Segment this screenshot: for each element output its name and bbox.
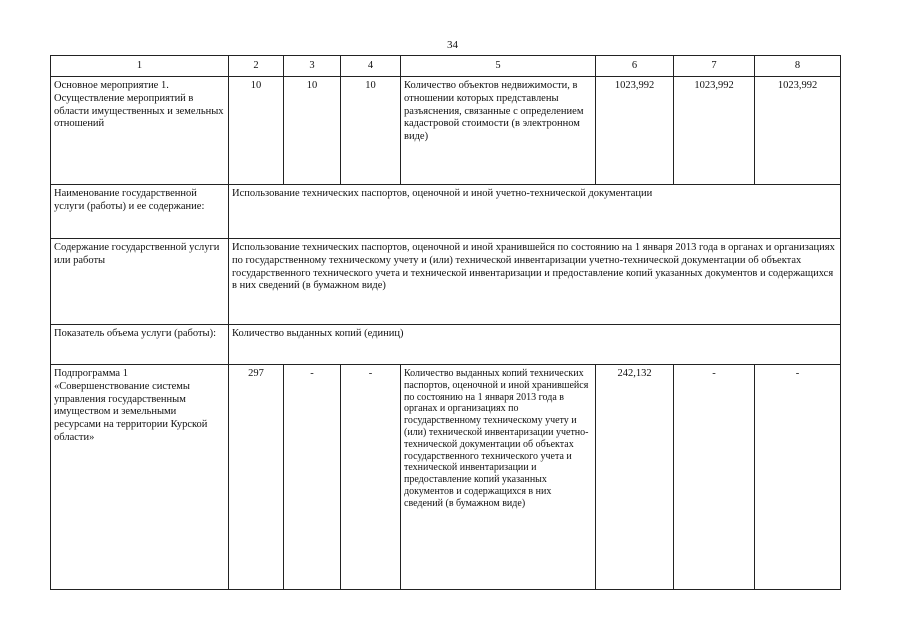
subprogram-col4: - <box>341 365 401 590</box>
main-event-col4: 10 <box>341 77 401 185</box>
main-event-col6: 1023,992 <box>596 77 674 185</box>
program-table <box>50 55 841 590</box>
service-content-value: Использование технических паспортов, оценочной и иной хранившейся по состоянию на 1 января 2013 года в органах и организациях по государственному техническому учету и (или) технической инвентаризации учетно-технической документации об объектах государственного технического учета и технической инвентаризации и предоставление копий указанных документов и содержащихся в них сведений (в бумажном виде) <box>229 239 841 325</box>
column-header: 2 <box>229 56 284 77</box>
volume-indicator-label: Показатель объема услуги (работы): <box>51 325 229 365</box>
column-header: 8 <box>755 56 841 77</box>
column-header: 6 <box>596 56 674 77</box>
table-row-main-event <box>51 77 841 185</box>
page-number: 34 <box>447 39 458 51</box>
service-content-label: Содержание государственной услуги или работы <box>51 239 229 325</box>
table-row-subprogram <box>51 365 841 590</box>
column-header: 5 <box>401 56 596 77</box>
subprogram-name: Подпрограмма 1 «Совершенствование системы управления государственным имуществом и земельными ресурсами на территории Курской области» <box>51 365 229 590</box>
main-event-indicator: Количество объектов недвижимости, в отношении которых представлены разъяснения, связанные с определением кадастровой стоимости (в электронном виде) <box>401 77 596 185</box>
table-row-service-name <box>51 185 841 239</box>
table-row-volume-indicator <box>51 325 841 365</box>
service-name-label: Наименование государственной услуги (работы) и ее содержание: <box>51 185 229 239</box>
column-header: 3 <box>284 56 341 77</box>
main-event-col2: 10 <box>229 77 284 185</box>
main-event-col7: 1023,992 <box>674 77 755 185</box>
volume-indicator-value: Количество выданных копий (единиц) <box>229 325 841 365</box>
main-event-col8: 1023,992 <box>755 77 841 185</box>
subprogram-col7: - <box>674 365 755 590</box>
subprogram-col2: 297 <box>229 365 284 590</box>
column-header: 7 <box>674 56 755 77</box>
main-event-name: Основное мероприятие 1. Осуществление мероприятий в области имущественных и земельных отношений <box>51 77 229 185</box>
table-header-row <box>51 56 841 77</box>
subprogram-col6: 242,132 <box>596 365 674 590</box>
subprogram-indicator: Количество выданных копий технических паспортов, оценочной и иной хранившейся по состоянию на 1 января 2013 года в органах и организациях по государственному техническому учету и (или) технической инвентаризации учетно-технической документации об объектах государственного технического учета и технической инвентаризации и предоставление копий указанных документов и содержащихся в них сведений (в бумажном виде) <box>401 365 596 590</box>
column-header: 1 <box>51 56 229 77</box>
subprogram-col8: - <box>755 365 841 590</box>
table-row-service-content <box>51 239 841 325</box>
column-header: 4 <box>341 56 401 77</box>
main-event-col3: 10 <box>284 77 341 185</box>
service-name-value: Использование технических паспортов, оценочной и иной учетно-технической документации <box>229 185 841 239</box>
subprogram-col3: - <box>284 365 341 590</box>
